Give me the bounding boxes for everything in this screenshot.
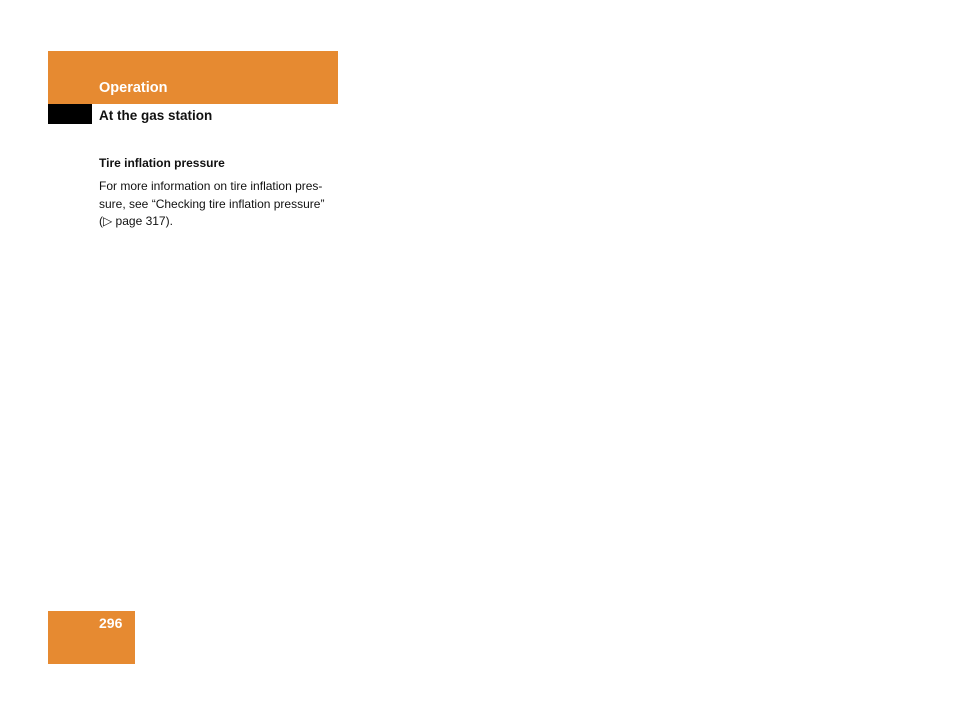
topic-heading: Tire inflation pressure (99, 156, 225, 170)
page-reference-link[interactable]: (▷ page 317). (99, 214, 173, 228)
section-title: Operation (99, 80, 168, 96)
body-line: sure, see “Checking tire inflation pressure” (99, 196, 325, 211)
chapter-tab-marker (48, 104, 92, 124)
body-paragraph (99, 178, 339, 231)
page-number: 296 (99, 615, 123, 631)
subsection-title: At the gas station (99, 108, 213, 123)
body-line: For more information on tire inflation pres- (99, 179, 323, 193)
section-header-bar (48, 51, 338, 104)
